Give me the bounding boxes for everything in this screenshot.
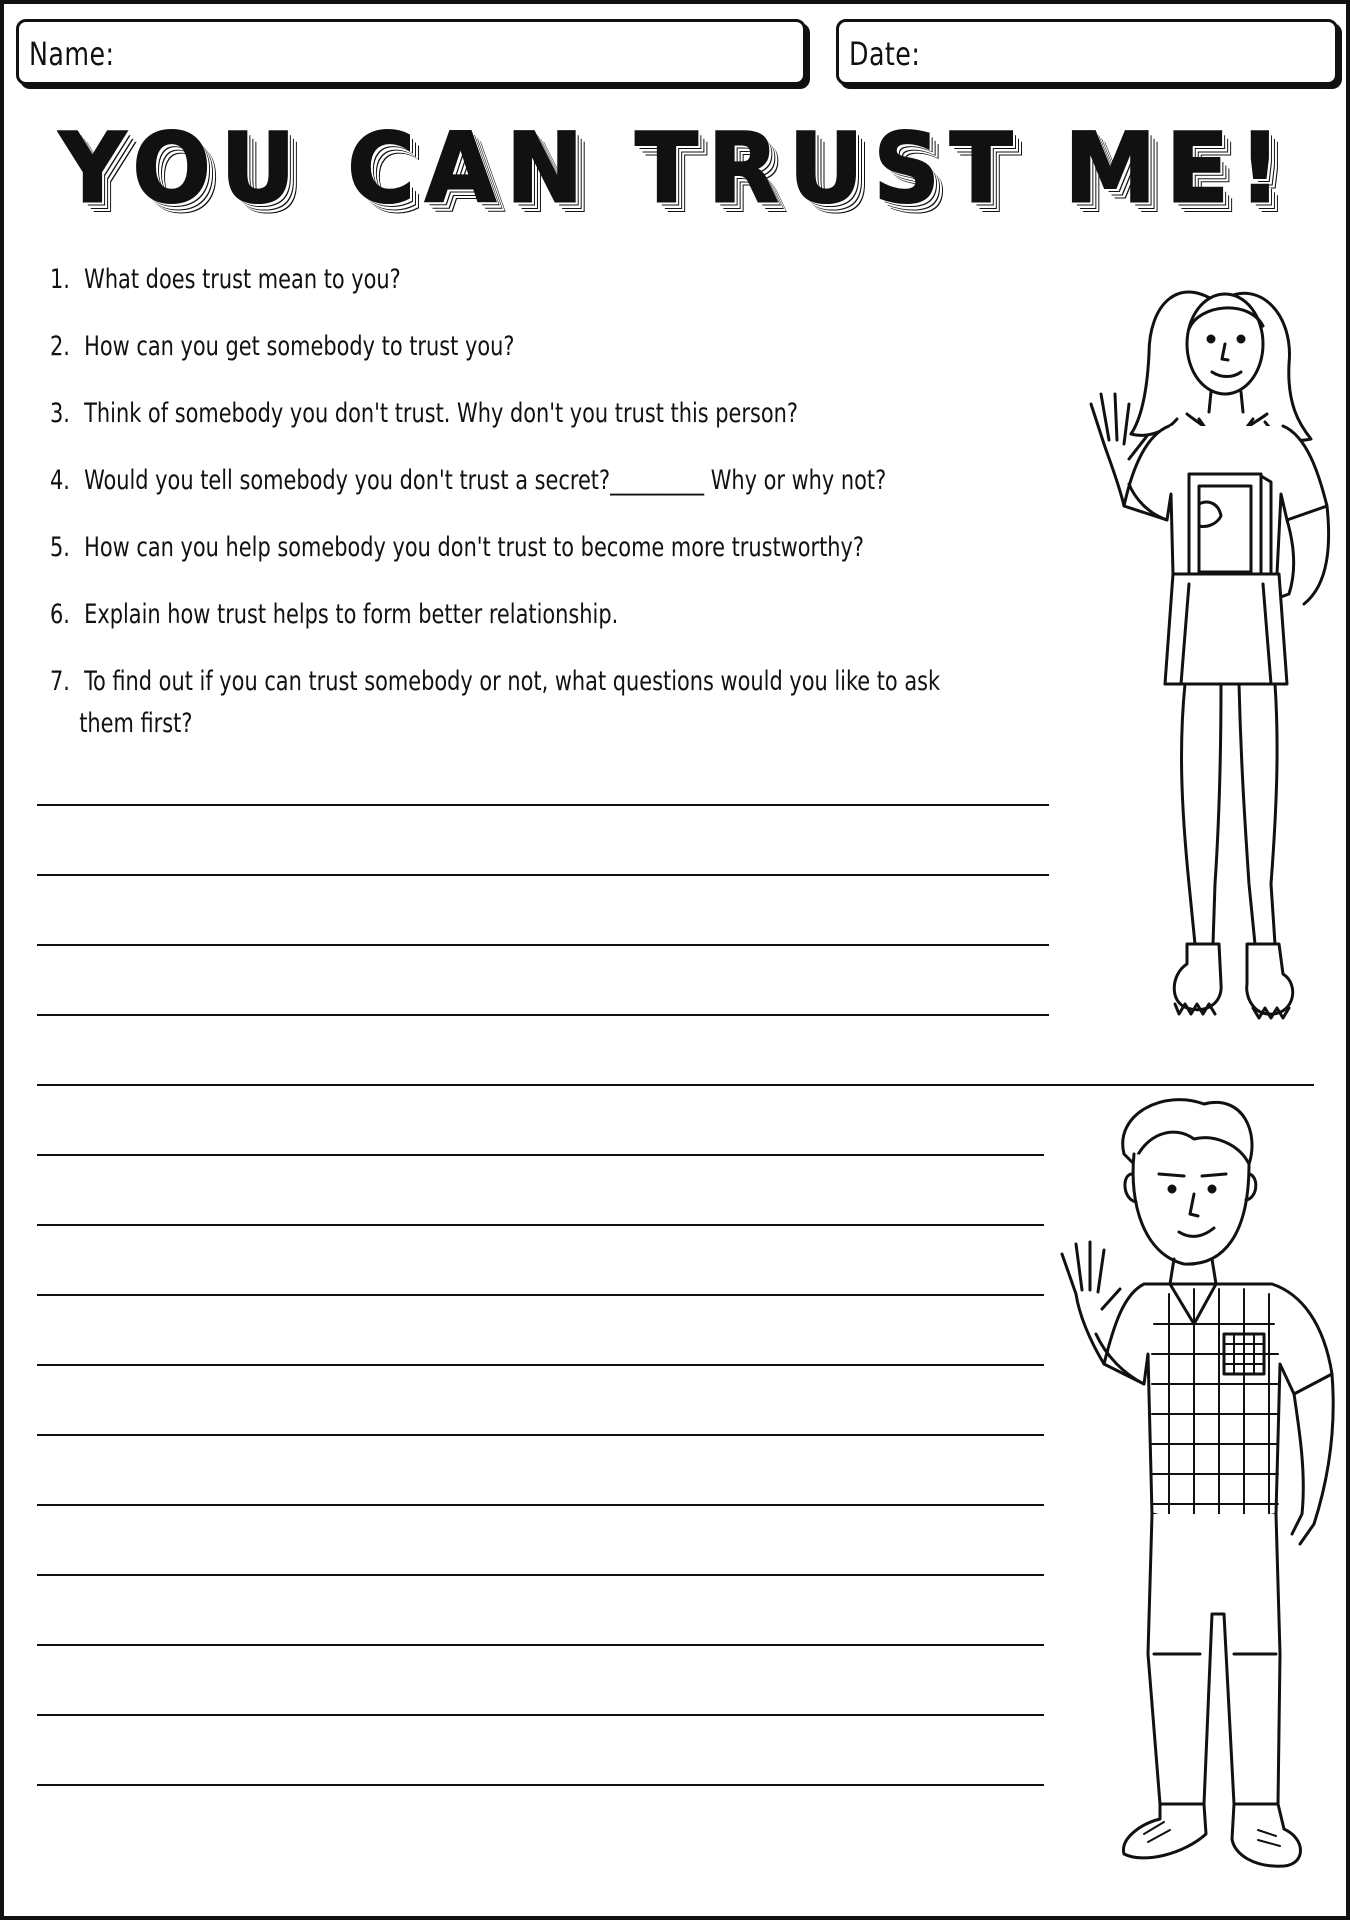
question-4 bbox=[50, 460, 886, 502]
question-number: 7. bbox=[50, 666, 70, 697]
page-title: YOU CAN TRUST ME! bbox=[59, 112, 1291, 225]
title-container bbox=[4, 114, 1346, 224]
boy-waving-icon bbox=[1044, 1094, 1344, 1899]
question-3 bbox=[50, 393, 798, 435]
question-2 bbox=[50, 326, 514, 368]
question-6 bbox=[50, 594, 618, 636]
question-text: How can you help somebody you don't trust to become more trustworthy? bbox=[84, 532, 865, 563]
question-text: Think of somebody you don't trust. Why don't you trust this person? bbox=[84, 398, 798, 429]
question-text: To find out if you can trust somebody or not, what questions would you like to ask bbox=[84, 666, 941, 697]
question-number: 1. bbox=[50, 264, 70, 295]
question-number: 6. bbox=[50, 599, 70, 630]
date-label: Date: bbox=[849, 35, 921, 73]
writing-line[interactable] bbox=[37, 1084, 1314, 1086]
question-continuation: them first? bbox=[79, 708, 193, 739]
question-text: Explain how trust helps to form better relationship. bbox=[84, 599, 619, 630]
question-number: 3. bbox=[50, 398, 70, 429]
question-number: 2. bbox=[50, 331, 70, 362]
name-field[interactable] bbox=[16, 19, 806, 85]
date-field[interactable] bbox=[836, 19, 1338, 85]
question-number: 5. bbox=[50, 532, 70, 563]
question-7 bbox=[50, 661, 940, 745]
name-label: Name: bbox=[29, 35, 115, 73]
question-text: Would you tell somebody you don't trust a secret?_________ Why or why not? bbox=[84, 465, 887, 496]
girl-waving-icon bbox=[1049, 244, 1339, 1064]
question-1 bbox=[50, 259, 401, 301]
question-text: How can you get somebody to trust you? bbox=[84, 331, 515, 362]
question-number: 4. bbox=[50, 465, 70, 496]
question-5 bbox=[50, 527, 864, 569]
question-text: What does trust mean to you? bbox=[84, 264, 401, 295]
